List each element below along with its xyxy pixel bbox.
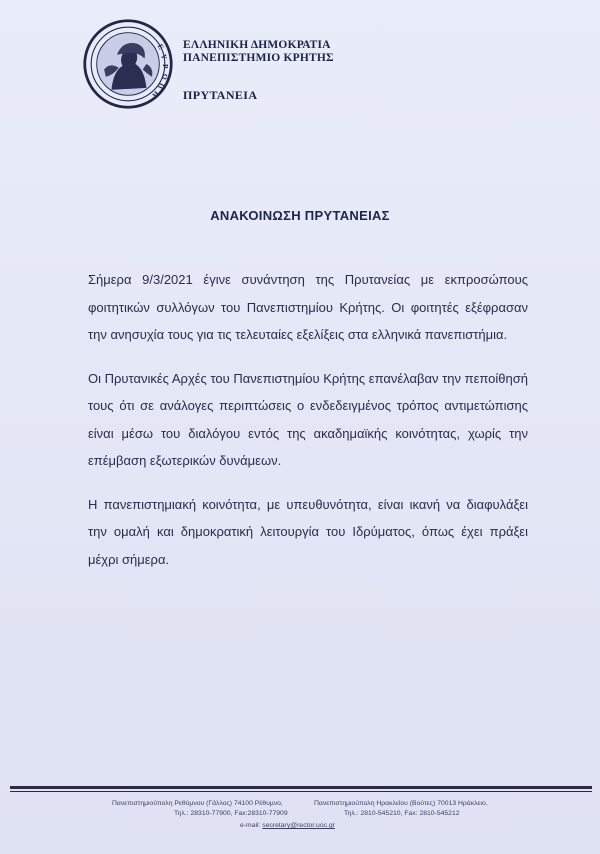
svg-text:Π: Π xyxy=(155,81,167,91)
svg-text:Ω: Ω xyxy=(159,72,170,81)
footer-email xyxy=(240,822,335,829)
svg-text:Η: Η xyxy=(150,89,161,100)
paragraph-1: Σήμερα 9/3/2021 έγινε συνάντηση της Πρυτανείας με εκπροσώπους φοιτητικών συλλόγων του Πανεπιστημίου Κρήτης. Οι φοιτητές εξέφρασαν την ανησυχία τους για τις τελευταίες εξελίξεις στα ελληνικά πανεπιστήμια. xyxy=(88,272,528,342)
paragraph-3: Η πανεπιστημιακή κοινότητα, με υπευθυνότητα, είναι ικανή να διαφυλάξει την ομαλή και δημοκρατική λειτουργία του Ιδρύματος, όπως έχει πράξει μέχρι σήμερα. xyxy=(88,496,528,567)
footer-rule-thin xyxy=(10,791,592,792)
footer-rule-thick xyxy=(10,786,592,789)
footer-rethymno-address xyxy=(112,799,288,819)
government-heading xyxy=(183,39,334,65)
footer-right-line-2: Τηλ.: 2810-545210, Fax: 2810-545212 xyxy=(344,810,460,817)
announcement-title: ΑΝΑΚΟΙΝΩΣΗ ΠΡΥΤΑΝΕΙΑΣ xyxy=(210,208,390,223)
office-heading: ΠΡΥΤΑΝΕΙΑ xyxy=(183,88,258,102)
email-label: e-mail: xyxy=(240,822,261,829)
footer-left-line-1: Πανεπιστημιούπολη Ρεθύμνου (Γάλλος) 74100 Ρέθυμνο, xyxy=(112,800,283,807)
footer-right-line-1: Πανεπιστημιούπολη Ηρακλείου (Βούτες) 70013 Ηράκλειο, xyxy=(314,800,488,807)
gov-line-2: ΠΑΝΕΠΙΣΤΗΜΙΟ ΚΡΗΤΗΣ xyxy=(183,52,334,64)
email-link[interactable]: secretary@rector.uoc.gr xyxy=(262,822,335,829)
gov-line-1: ΕΛΛΗΝΙΚΗ ΔΗΜΟΚΡΑΤΙΑ xyxy=(183,39,331,51)
footer-left-line-2: Τηλ.: 28310-77900, Fax:28310-77909 xyxy=(174,810,288,817)
svg-text:Ρ: Ρ xyxy=(160,64,170,69)
svg-text:Ε: Ε xyxy=(155,42,166,51)
announcement-body xyxy=(88,266,528,573)
svg-text:Υ: Υ xyxy=(159,53,170,61)
university-seal-logo xyxy=(82,18,174,110)
paragraph-2: Οι Πρυτανικές Αρχές του Πανεπιστημίου Κρήτης επανέλαβαν την πεποίθησή τους ότι σε ανάλογες περιπτώσεις ο ενδεδειγμένος τρόπος αντιμετώπισης είναι μέσω του διαλόγου εντός της ακαδημαϊκής κοινότητας, χωρίς την επέμβαση εξωτερικών δυνάμεων. xyxy=(88,370,528,468)
footer-heraklion-address xyxy=(314,799,488,819)
